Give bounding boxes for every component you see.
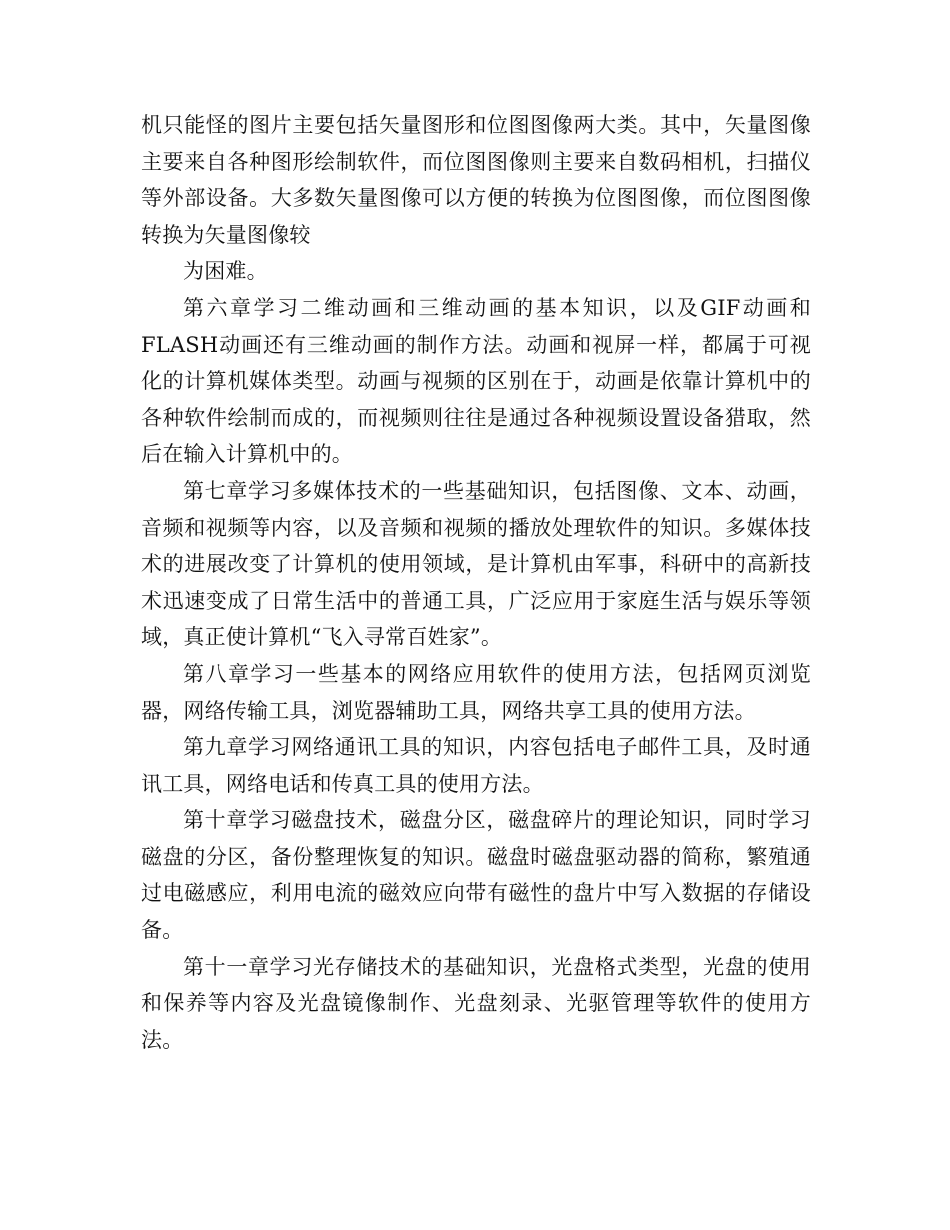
paragraph-chapter-7: 第七章学习多媒体技术的一些基础知识，包括图像、文本、动画，音频和视频等内容，以及音频和视频的播放处理软件的知识。多媒体技术的进展改变了计算机的使用领域，是计算机由军事，科研中的高新技术迅速变成了日常生活中的普通工具，广泛应用于家庭生活与娱乐等领域，真正使计算机“飞入寻常百姓家”。: [141, 478, 811, 650]
paragraph-chapter-10: 第十章学习磁盘技术，磁盘分区，磁盘碎片的理论知识，同时学习磁盘的分区，备份整理恢复的知识。磁盘时磁盘驱动器的简称，繁殖通过电磁感应，利用电流的磁效应向带有磁性的盘片中写入数据的存储设备。: [141, 808, 811, 943]
paragraph-continued: 机只能怪的图片主要包括矢量图形和位图图像两大类。其中，矢量图像主要来自各种图形绘制软件，而位图图像则主要来自数码相机，扫描仪等外部设备。大多数矢量图像可以方便的转换为位图图像，而位图图像转换为矢量图像较: [141, 113, 811, 247]
paragraph-chapter-6: 第六章学习二维动画和三维动画的基本知识，以及GIF动画和FLASH动画还有三维动画的制作方法。动画和视屏一样，都属于可视化的计算机媒体类型。动画与视频的区别在于，动画是依靠计算机中的各种软件绘制而成的，而视频则往往是通过各种视频设置设备猎取，然后在输入计算机中的。: [141, 295, 811, 467]
paragraph-chapter-8: 第八章学习一些基本的网络应用软件的使用方法，包括网页浏览器，网络传输工具，浏览器辅助工具，网络共享工具的使用方法。: [141, 661, 811, 723]
paragraph-chapter-9: 第九章学习网络通讯工具的知识，内容包括电子邮件工具，及时通讯工具，网络电话和传真工具的使用方法。: [141, 735, 811, 796]
document-body: [141, 107, 811, 1058]
paragraph-chapter-11: 第十一章学习光存储技术的基础知识，光盘格式类型，光盘的使用和保养等内容及光盘镜像制作、光盘刻录、光驱管理等软件的使用方法。: [141, 954, 811, 1052]
paragraph-continued-end: 为困难。: [183, 259, 268, 284]
